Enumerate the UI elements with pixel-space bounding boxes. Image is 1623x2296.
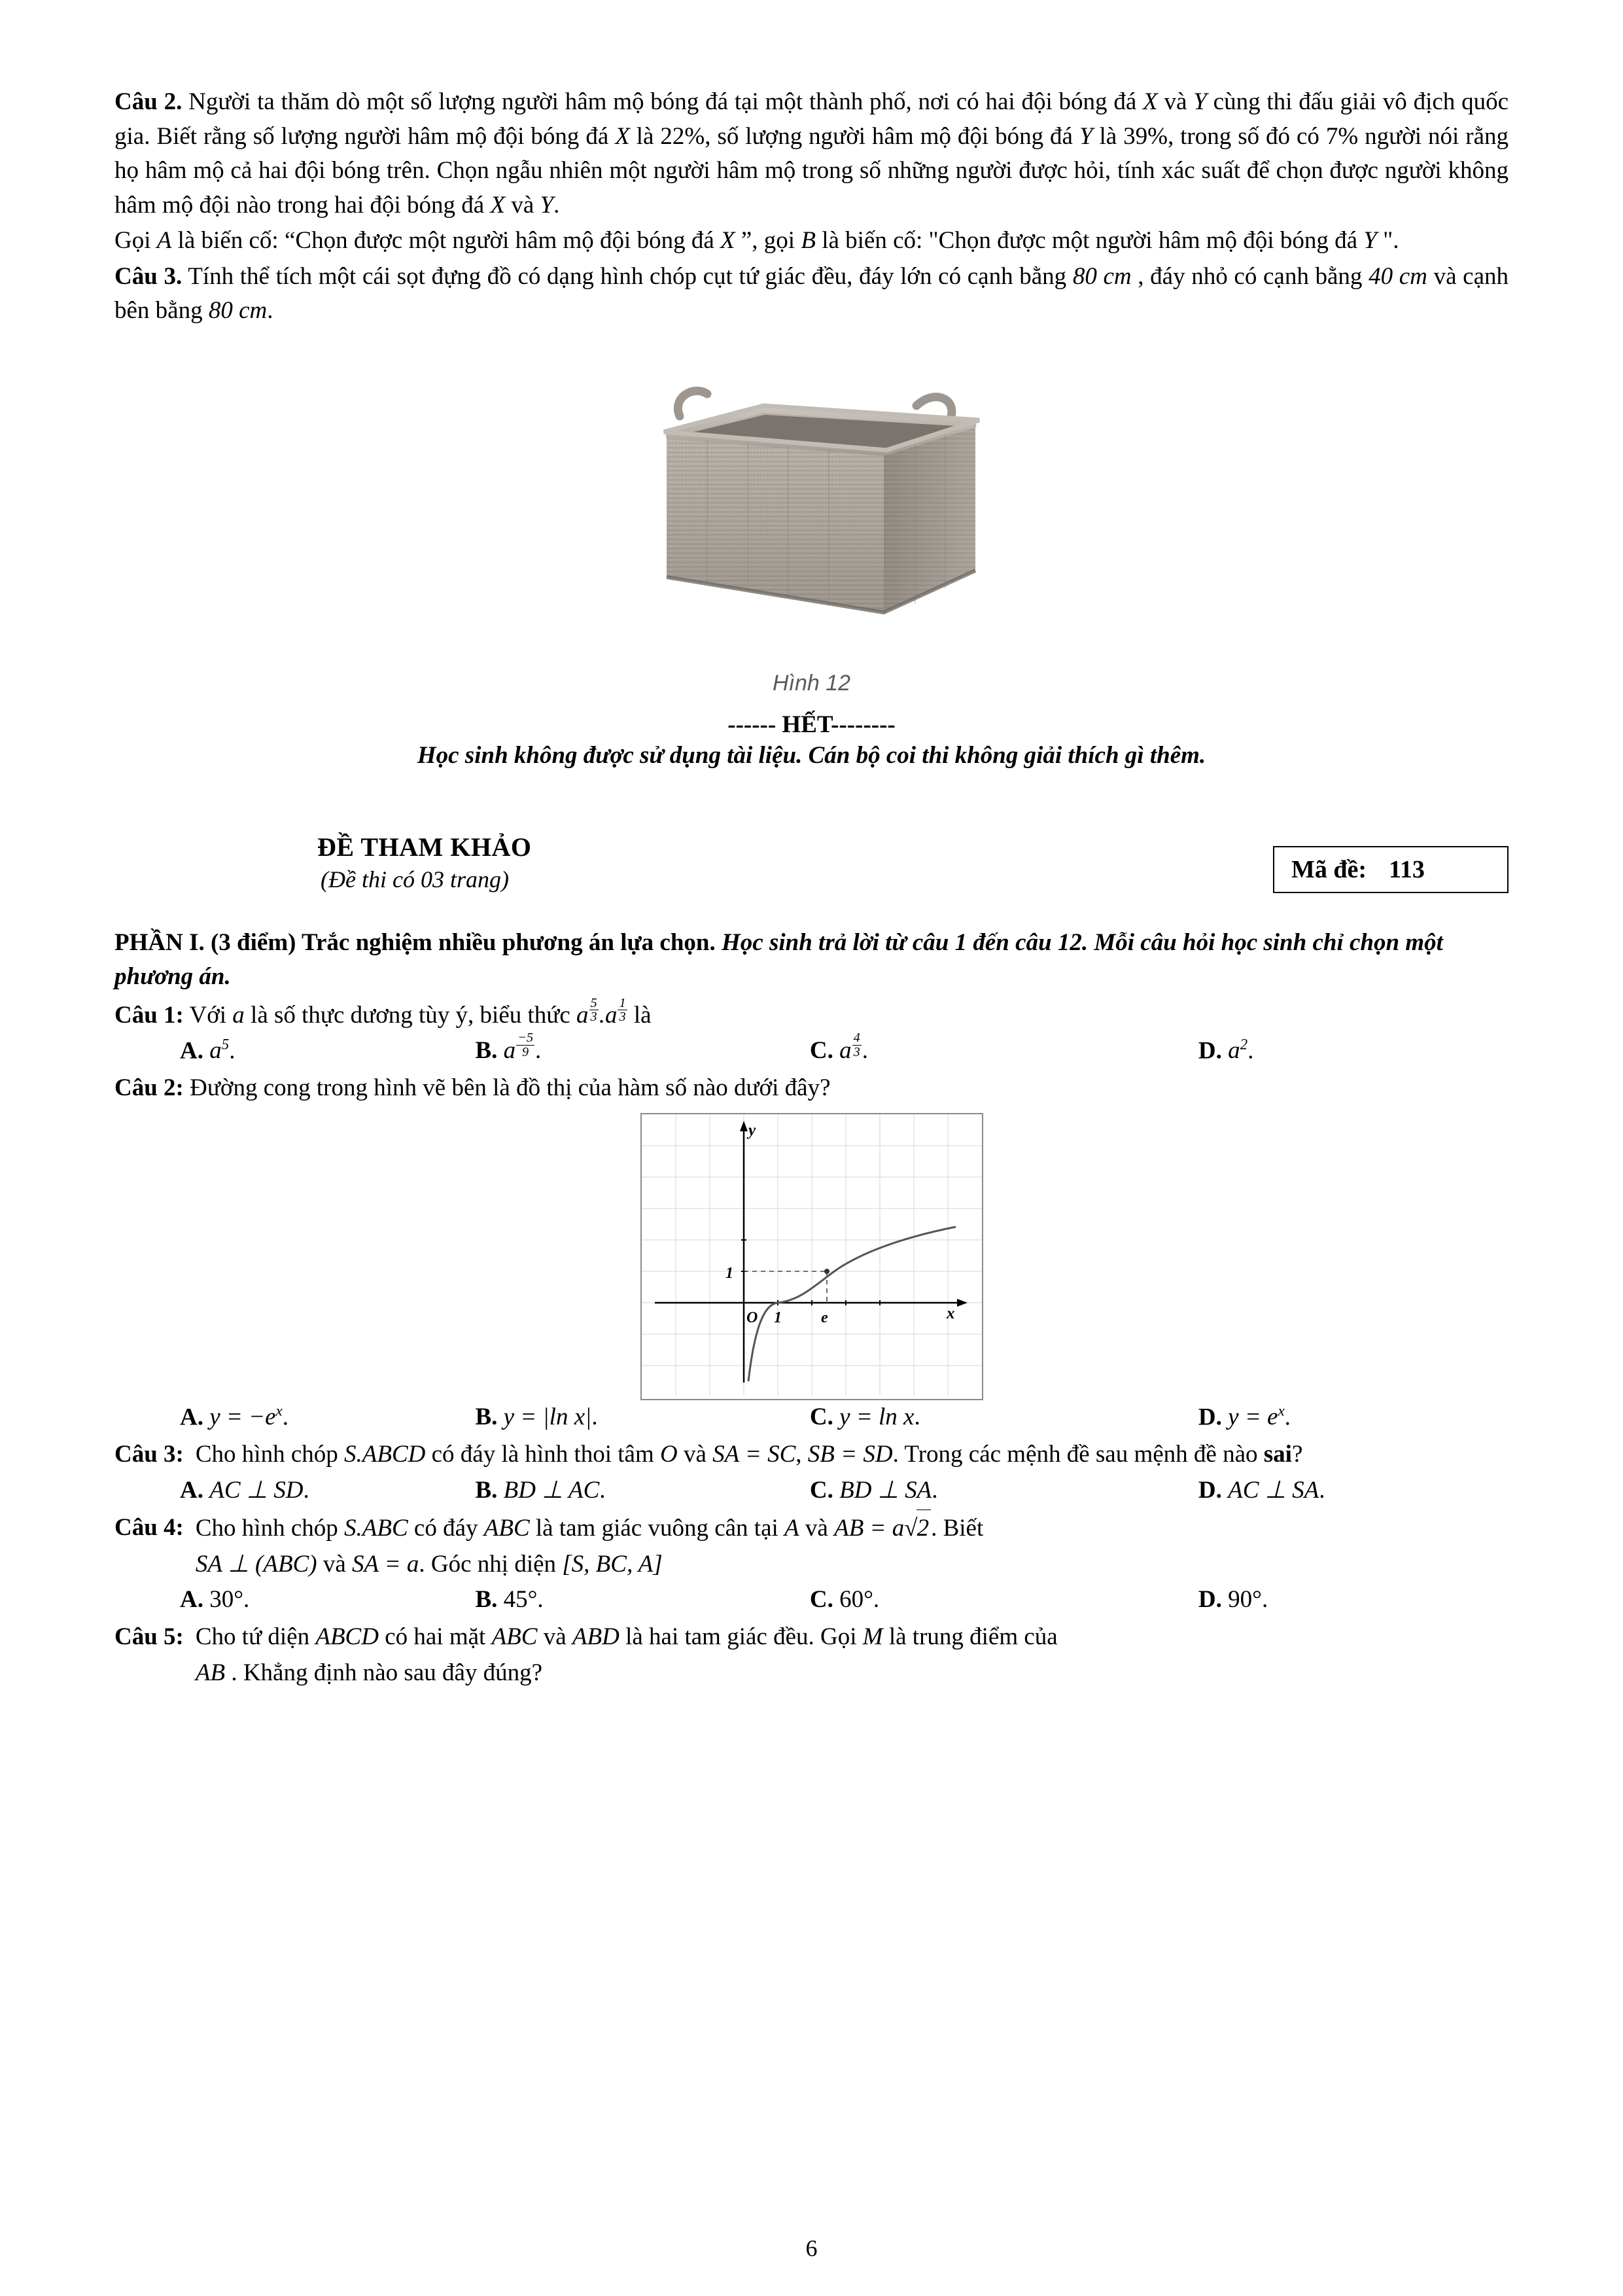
question-2-choices	[114, 1403, 1509, 1431]
question-4-text-d: và	[805, 1514, 828, 1542]
question-2-text: Đường cong trong hình vẽ bên là đồ thị của hàm số nào dưới đây?	[190, 1074, 831, 1102]
cau2-text-c: là	[636, 122, 654, 150]
svg-text:1: 1	[725, 1264, 733, 1282]
choice-2b-key: B.	[475, 1403, 498, 1430]
question-5-midpoint: M	[862, 1623, 883, 1650]
question-5-body	[196, 1619, 1509, 1691]
question-3-text-e: . Trong các mệnh đề sau mệnh đề nào	[892, 1441, 1258, 1468]
exam-code-value: 113	[1389, 855, 1425, 883]
choice-2c-body: y = ln x	[839, 1403, 915, 1430]
part-1-heading	[114, 926, 1509, 994]
choice-2a-key: A.	[180, 1404, 203, 1430]
choice-1d-key: D.	[1198, 1037, 1222, 1065]
paragraph-cau3	[114, 260, 1509, 328]
svg-text:y: y	[748, 1121, 756, 1139]
question-5-segment: AB	[195, 1659, 226, 1686]
question-1-label: Câu 1:	[114, 1002, 184, 1029]
cau2-var-y: Y	[1193, 88, 1207, 115]
choice-2d[interactable]	[1146, 1403, 1509, 1431]
cau3-value-1: 80 cm	[1072, 262, 1132, 290]
choice-3b-key: B.	[475, 1476, 498, 1504]
exam-code-label: Mã đề:	[1291, 855, 1367, 883]
cau2-text-d: , số lượng người hâm mộ đội bóng đá	[705, 122, 1073, 150]
choice-3d[interactable]	[1146, 1475, 1509, 1504]
question-5	[114, 1619, 1509, 1691]
question-4-label: Câu 4:	[114, 1513, 184, 1541]
question-2-label: Câu 2:	[114, 1074, 184, 1102]
choice-3a-tail: .	[303, 1476, 309, 1504]
choice-1d[interactable]	[1146, 1036, 1509, 1066]
choice-2b[interactable]	[449, 1403, 783, 1431]
question-5-text-f: . Khẳng định nào sau đây đúng?	[231, 1659, 543, 1686]
choice-2d-key: D.	[1198, 1404, 1222, 1430]
question-5-text-a: Cho tứ diện	[195, 1623, 310, 1650]
question-5-text-b: có hai mặt	[385, 1623, 486, 1650]
question-3-eq1: SA = SC	[712, 1441, 796, 1468]
choice-3b-body: BD ⊥ AC	[503, 1476, 600, 1504]
cau2-event-b: B	[801, 227, 816, 255]
choice-4b-body: 45°	[503, 1585, 538, 1613]
choice-3b-tail: .	[599, 1476, 606, 1504]
exam-subtitle: (Đề thi có 03 trang)	[321, 866, 509, 892]
basket-illustration	[609, 338, 1015, 665]
choice-1b-body: a $\frac{-5}{9}$	[503, 1031, 534, 1064]
question-3-eq2: SB = SD	[807, 1441, 893, 1468]
svg-text:O: O	[746, 1309, 758, 1326]
paragraph-cau2-line2	[114, 224, 1509, 258]
cau2-and-1: và	[1164, 88, 1187, 115]
choice-1c-body: a $\frac{4}{3}$	[839, 1031, 860, 1064]
cau2-percent-3: 7%	[1325, 122, 1359, 150]
cau2-text-i: .	[553, 191, 560, 219]
choice-3c-body: BD ⊥ SA	[839, 1476, 932, 1504]
choice-1d-body: $a^2$	[1228, 1036, 1248, 1065]
paragraph-cau2	[114, 85, 1509, 222]
choice-4d-key: D.	[1198, 1585, 1222, 1613]
question-4-base: ABC	[483, 1514, 530, 1542]
choice-2a-tail: .	[282, 1404, 288, 1430]
choice-2d-body: $y = e^x$	[1228, 1402, 1285, 1430]
choice-3d-body: AC ⊥ SA	[1228, 1476, 1319, 1504]
svg-text:e: e	[820, 1309, 828, 1326]
choice-2c[interactable]	[784, 1403, 1146, 1431]
cau2-line2-d: là biến cố: "Chọn được một người hâm mộ đội bóng đá	[822, 227, 1358, 255]
choice-1b-key: B.	[475, 1036, 498, 1064]
cau2-text-e: là	[1099, 122, 1117, 150]
choice-2c-tail: .	[914, 1403, 920, 1430]
figure-basket-block	[114, 338, 1509, 696]
choice-4c[interactable]	[784, 1585, 1146, 1614]
question-1-text-c: là	[633, 1002, 652, 1029]
cau2-var-y2: Y	[1079, 122, 1093, 150]
question-3-text-f: ?	[1291, 1441, 1303, 1468]
question-3-choices	[114, 1475, 1509, 1504]
question-3-text-c: và	[683, 1441, 707, 1468]
cau3-text-d: .	[267, 297, 273, 325]
choice-4a-key: A.	[180, 1585, 203, 1613]
choice-2a[interactable]	[114, 1403, 449, 1431]
cau2-var-y4: Y	[1363, 227, 1377, 255]
choice-4d-tail: .	[1261, 1585, 1268, 1613]
question-4-text-e: . Biết	[931, 1514, 984, 1542]
cau2-percent-2: 39%	[1123, 122, 1168, 150]
choice-4c-tail: .	[873, 1585, 880, 1613]
question-5-face-2: ABD	[572, 1623, 620, 1650]
cau2-var-x2: X	[615, 122, 630, 150]
choice-1b[interactable]	[449, 1031, 783, 1066]
question-1-text-a: Với	[189, 1002, 227, 1029]
choice-4b[interactable]	[449, 1585, 783, 1614]
question-5-object: ABCD	[315, 1623, 379, 1650]
exam-code-box	[1273, 846, 1509, 893]
question-2-figure	[114, 1113, 1509, 1400]
cau2-var-x4: X	[720, 227, 735, 255]
choice-3a-body: AC ⊥ SD	[209, 1476, 304, 1504]
cau2-text-a: Người ta thăm dò một số lượng người hâm mộ bóng đá tại một thành phố, nơi có hai đội bóng đá	[188, 88, 1137, 115]
choice-1a-body: $a^5$	[209, 1036, 230, 1065]
question-4-body	[196, 1510, 1509, 1583]
cau3-text-b: , đáy nhỏ có cạnh bằng	[1138, 262, 1363, 290]
choice-3d-key: D.	[1198, 1476, 1222, 1504]
basket-image	[609, 338, 1015, 665]
question-5-face-1: ABC	[491, 1623, 538, 1650]
question-1-expression: a $\frac{5}{3}$ .a $\frac{1}{3}$	[576, 995, 626, 1029]
choice-4a-body: 30°	[209, 1585, 244, 1613]
question-4-eq2: SA ⊥ (ABC)	[195, 1551, 317, 1578]
cau2-event-a: A	[156, 227, 172, 255]
choice-1b-tail: .	[535, 1036, 542, 1064]
question-3-text-d: ,	[795, 1441, 802, 1468]
question-5-text-e: là trung điểm của	[888, 1623, 1058, 1650]
question-3-bold-word: sai	[1263, 1441, 1292, 1468]
question-4-dihedral: [S, BC, A]	[562, 1551, 663, 1578]
choice-4d[interactable]	[1146, 1585, 1509, 1614]
question-1-choices	[114, 1031, 1509, 1066]
choice-3c[interactable]	[784, 1475, 1146, 1504]
part-1-note: Học sinh trả lời từ câu 1 đến câu 12. Mỗi câu hỏi học sinh chỉ chọn một phương án.	[114, 928, 1443, 990]
choice-3b[interactable]	[449, 1475, 783, 1504]
end-marker-text: ------ HẾT--------	[727, 711, 896, 738]
choice-4b-key: B.	[475, 1585, 498, 1613]
choice-4b-tail: .	[537, 1585, 544, 1613]
question-4	[114, 1510, 1509, 1583]
question-1	[114, 997, 1509, 1034]
choice-4a[interactable]	[114, 1585, 449, 1614]
question-3-object: S.ABCD	[344, 1441, 426, 1468]
question-3-label: Câu 3:	[114, 1441, 184, 1468]
question-1-text-b: là số thực dương tùy ý, biểu thức	[251, 1002, 570, 1029]
choice-2d-tail: .	[1284, 1404, 1291, 1430]
choice-4a-tail: .	[243, 1585, 250, 1613]
choice-1a-key: A.	[180, 1037, 203, 1065]
question-4-text-a: Cho hình chóp	[195, 1514, 338, 1542]
question-4-object: S.ABC	[344, 1514, 408, 1542]
cau2-text-b: cùng thi đấu giải vô địch quốc gia. Biết rằng số lượng người hâm mộ đội bóng đá	[114, 88, 1509, 150]
question-3-body	[196, 1436, 1509, 1473]
choice-3c-tail: .	[932, 1476, 938, 1504]
cau2-percent-1: 22%	[660, 122, 705, 150]
choice-1c-key: C.	[809, 1036, 833, 1064]
log-graph-svg	[642, 1114, 982, 1396]
cau2-line2-e: ".	[1383, 227, 1399, 255]
exam-header	[114, 832, 1509, 904]
question-4-text-f: và	[323, 1551, 346, 1578]
exam-title: ĐỀ THAM KHẢO	[317, 832, 532, 862]
question-4-text-c: là tam giác vuông cân tại	[535, 1514, 778, 1542]
question-4-eq3: SA = a	[352, 1551, 419, 1578]
question-4-vertex: A	[784, 1514, 799, 1542]
question-4-text-b: có đáy	[413, 1514, 478, 1542]
cau2-and-2: và	[511, 191, 534, 219]
choice-1c[interactable]	[784, 1031, 1146, 1066]
choice-2a-body: $y = -e^x$	[209, 1402, 283, 1430]
choice-2b-tail: .	[591, 1403, 598, 1430]
question-4-eq1: AB = a√2	[834, 1515, 931, 1542]
cau3-value-3: 80 cm	[208, 297, 268, 325]
svg-text:x: x	[946, 1304, 954, 1322]
question-3-center: O	[660, 1441, 678, 1468]
page-number: 6	[805, 2235, 818, 2261]
cau2-text-f: , trong số đó có	[1167, 122, 1319, 150]
cau3-text-a: Tính thể tích một cái sọt đựng đồ có dạng hình chóp cụt tứ giác đều, đáy lớn có cạnh bằng	[188, 262, 1067, 290]
cau3-label: Câu 3.	[114, 262, 183, 290]
choice-2b-body: y = |ln x|	[503, 1403, 592, 1430]
cau2-var-x3: X	[490, 191, 506, 219]
question-1-var: a	[232, 1002, 245, 1029]
svg-text:1: 1	[773, 1309, 782, 1326]
question-4-text-g: . Góc nhị diện	[419, 1551, 557, 1578]
cau2-label: Câu 2.	[114, 88, 183, 115]
choice-3a[interactable]	[114, 1475, 449, 1504]
end-marker	[114, 711, 1509, 739]
cau2-var-y3: Y	[540, 191, 554, 219]
question-2	[114, 1070, 1509, 1106]
choice-1c-tail: .	[862, 1036, 869, 1064]
question-3-text-b: có đáy là hình thoi tâm	[431, 1441, 654, 1468]
question-5-text-c: và	[543, 1623, 567, 1650]
question-3	[114, 1436, 1509, 1473]
part-1-label: PHẦN I. (3 điểm) Trắc nghiệm nhiều phương án lựa chọn.	[114, 928, 716, 956]
cau2-line2-c: ”, gọi	[741, 227, 795, 255]
cau2-line2-b: là biến cố: “Chọn được một người hâm mộ đội bóng đá	[177, 227, 714, 255]
choice-3d-tail: .	[1319, 1476, 1325, 1504]
question-5-label: Câu 5:	[114, 1623, 184, 1650]
figure-caption: Hình 12	[772, 670, 851, 696]
cau3-value-2: 40 cm	[1369, 262, 1427, 290]
choice-1a-tail: .	[229, 1037, 236, 1065]
choice-3a-key: A.	[180, 1476, 203, 1504]
log-graph	[640, 1113, 983, 1400]
cau2-text-g: người nói rằng họ hâm mộ cả hai đội bóng trên. Chọn ngẫu nhiên một người hâm mộ trong số những người được hỏi, tính xác suất để chọn được người không hâm mộ đội nào trong hai đội bóng đá	[114, 122, 1509, 219]
question-5-text-d: là hai tam giác đều. Gọi	[625, 1623, 857, 1650]
question-4-choices	[114, 1585, 1509, 1614]
choice-4c-key: C.	[809, 1585, 833, 1613]
choice-2c-key: C.	[809, 1403, 833, 1430]
choice-4d-body: 90°	[1228, 1585, 1262, 1613]
choice-1a[interactable]	[114, 1036, 449, 1066]
cau3-text-c: và cạnh bên bằng	[114, 262, 1509, 325]
choice-4c-body: 60°	[839, 1585, 873, 1613]
choice-1d-tail: .	[1248, 1037, 1254, 1065]
question-3-text-a: Cho hình chóp	[195, 1441, 338, 1468]
cau2-goi: Gọi	[114, 227, 151, 255]
cau2-var-x: X	[1143, 88, 1158, 115]
end-note: Học sinh không được sử dụng tài liệu. Cán bộ coi thi không giải thích gì thêm.	[417, 741, 1206, 769]
choice-3c-key: C.	[809, 1476, 833, 1504]
